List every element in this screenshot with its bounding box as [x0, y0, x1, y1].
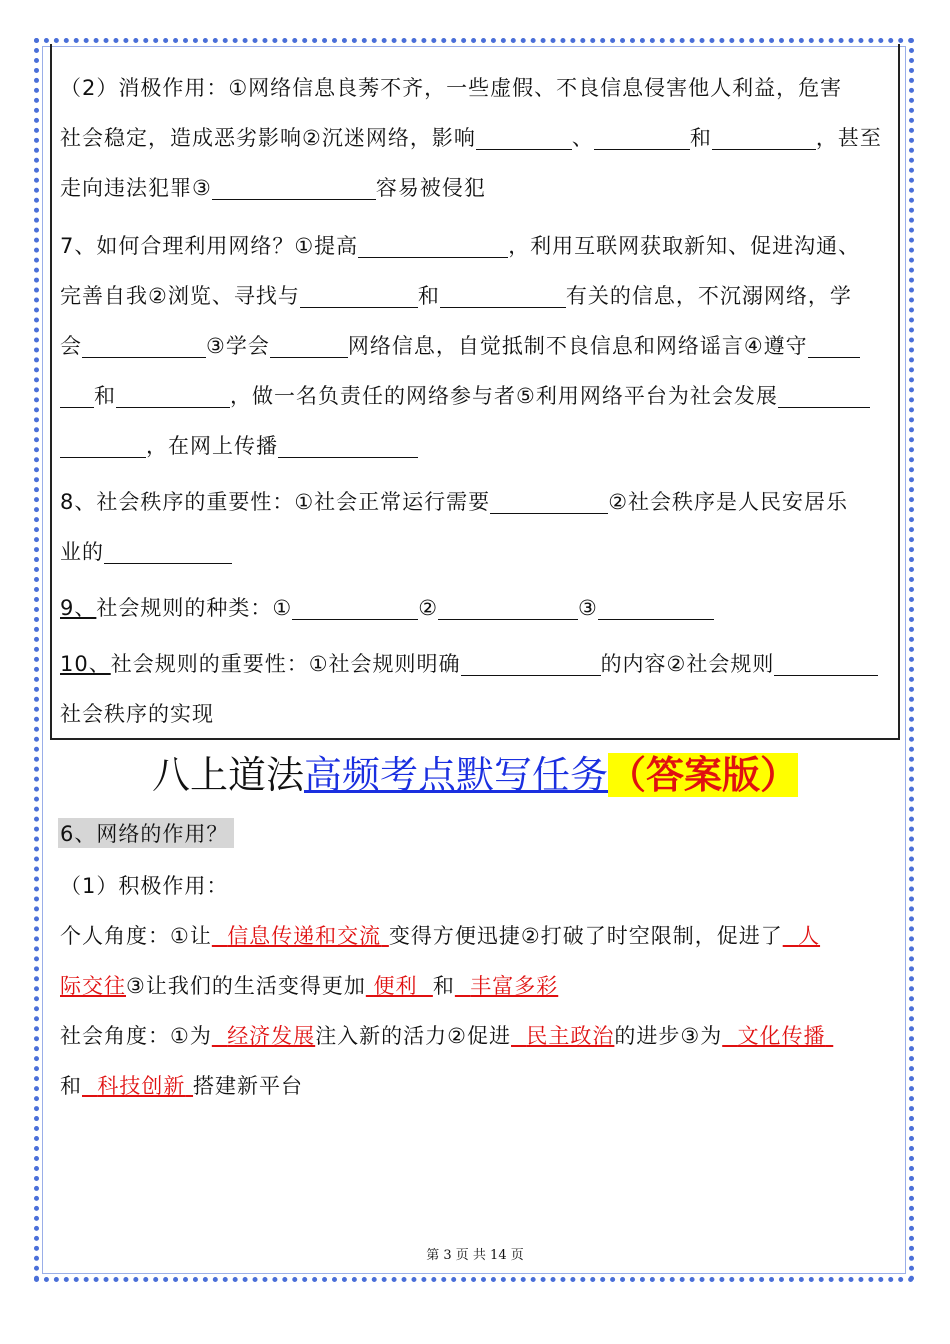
- blank[interactable]: [116, 384, 230, 408]
- line-q8: 8、社会秩序的重要性：①社会正常运行需要 ②社会秩序是人民安居乐: [60, 490, 849, 514]
- blank[interactable]: [712, 126, 816, 150]
- blank[interactable]: [60, 384, 94, 408]
- line-q10-2: 社会秩序的实现: [60, 702, 214, 726]
- blank[interactable]: [358, 234, 508, 258]
- blank[interactable]: [598, 596, 714, 620]
- page-title: 八上道法高频考点默写任务（答案版）: [151, 753, 799, 797]
- line-negative-effects-2: 社会稳定，造成恶劣影响②沉迷网络，影响 、 和 ，甚至: [60, 126, 882, 150]
- line-q10: 10、社会规则的重要性：①社会规则明确 的内容②社会规则: [60, 648, 878, 678]
- blank[interactable]: [278, 434, 418, 458]
- line-personal-2: 际交往③让我们的生活变得更加 便利 和 丰富多彩: [60, 974, 559, 998]
- blank[interactable]: [292, 596, 418, 620]
- line-q7-4: 和 ，做一名负责任的网络参与者⑤利用网络平台为社会发展: [60, 380, 870, 410]
- blank[interactable]: [212, 176, 376, 200]
- page-number: 第 3 页 共 14 页: [426, 1248, 524, 1263]
- line-q7-3: 会 ③学会 网络信息，自觉抵制不良信息和网络谣言④遵守: [60, 330, 860, 360]
- line-q9: 9、社会规则的种类：① ② ③: [60, 592, 714, 622]
- sub-heading: （1）积极作用：: [60, 874, 229, 898]
- line-q7: 7、如何合理利用网络？①提高 ，利用互联网获取新知、促进沟通、: [60, 234, 861, 258]
- blank[interactable]: [594, 126, 690, 150]
- line-negative-effects-3: 走向违法犯罪③ 容易被侵犯: [60, 176, 486, 200]
- blank[interactable]: [778, 384, 870, 408]
- blank[interactable]: [440, 284, 566, 308]
- line-social: 社会角度：①为 经济发展注入新的活力②促进 民主政治的进步③为 文化传播: [60, 1024, 826, 1048]
- line-personal: 个人角度：①让 信息传递和交流 变得方便迅捷②打破了时空限制，促进了 人: [60, 924, 821, 948]
- blank[interactable]: [476, 126, 572, 150]
- question-heading: 6、网络的作用？: [58, 818, 234, 848]
- blank[interactable]: [82, 334, 206, 358]
- blank[interactable]: [808, 334, 860, 358]
- blank[interactable]: [60, 434, 146, 458]
- blank[interactable]: [104, 540, 232, 564]
- line-social-2: 和 科技创新 搭建新平台: [60, 1074, 304, 1098]
- blank[interactable]: [490, 490, 608, 514]
- line-q7-5: ，在网上传播: [60, 430, 418, 460]
- line-negative-effects: （2）消极作用：①网络信息良莠不齐，一些虚假、不良信息侵害他人利益，危害: [60, 76, 843, 100]
- blank[interactable]: [300, 284, 418, 308]
- blank[interactable]: [774, 652, 878, 676]
- line-q8-2: 业的: [60, 536, 232, 566]
- blank[interactable]: [270, 334, 348, 358]
- blank[interactable]: [438, 596, 578, 620]
- line-q7-2: 完善自我②浏览、寻找与 和 有关的信息，不沉溺网络，学: [60, 284, 852, 308]
- blank[interactable]: [461, 652, 601, 676]
